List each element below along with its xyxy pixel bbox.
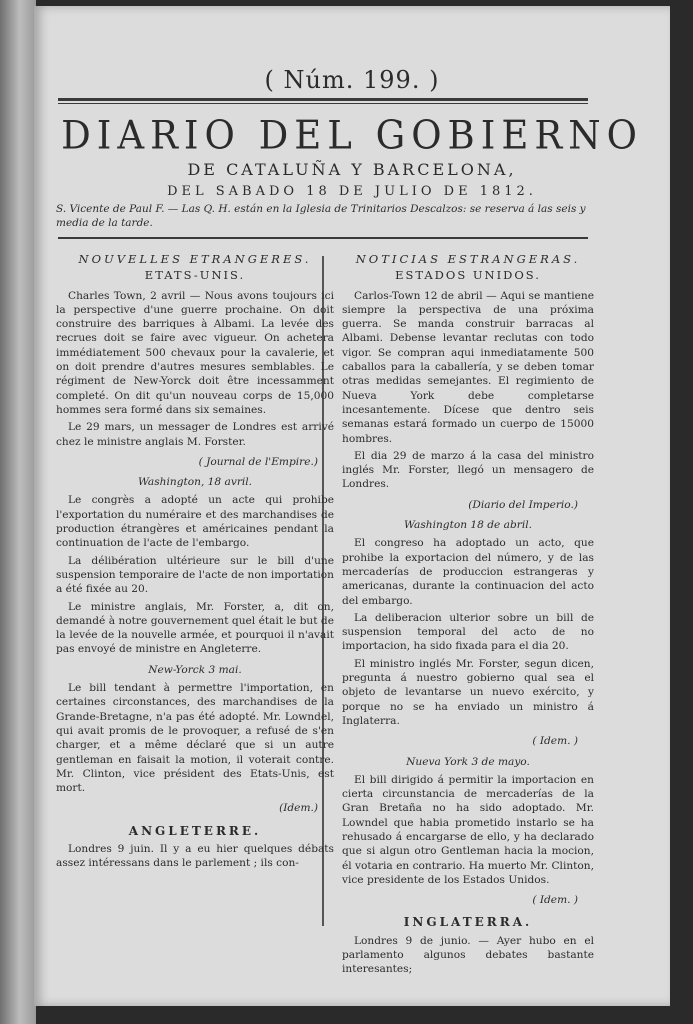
spanish-country: INGLATERRA. xyxy=(403,915,533,930)
masthead-title: DIARIO DEL GOBIERNO xyxy=(61,112,643,159)
spanish-dateline: Washington 18 de abril. xyxy=(404,519,532,532)
french-country: ANGLETERRE. xyxy=(128,823,262,838)
french-column xyxy=(56,252,334,874)
french-paragraph: Londres 9 juin. Il y a eu hier quelques débats assez intéressans dans le parlement ; ils con- xyxy=(56,842,334,870)
french-dateline: New-Yorck 3 mai. xyxy=(148,663,242,676)
masthead-subtitle: DE CATALUÑA Y BARCELONA, xyxy=(187,160,517,179)
french-paragraph: Le congrès a adopté un acte qui prohibe l'exportation du numéraire et des marchandises de production étrangères et américaines pendant la continuation de l'acte de l'embargo. xyxy=(56,494,334,550)
spanish-paragraph: Londres 9 de junio. — Ayer hubo en el parlamento algunos debates bastante interesantes; xyxy=(342,934,594,976)
spanish-paragraph: Carlos-Town 12 de abril — Aqui se mantiene siempre la perspectiva de una próxima guerra. Se manda construir barracas al Albami. Debense levantar reclutas con todo vigor. Se compran aqui inmediatamente 500 caballos para la caballería, y se deben tomar otras medidas semejantes. El regimiento de Nueva York debe completarse incesantemente. Dícese que dentro seis semanas estará formado un cuerpo de 15000 hombres. xyxy=(342,289,594,445)
spanish-column xyxy=(342,252,594,980)
spanish-dateline: Nueva York 3 de mayo. xyxy=(406,755,530,768)
spanish-paragraph: La deliberacion ulterior sobre un bill de suspension temporal del acto de no importacion, ha sido fixada para el dia 20. xyxy=(342,611,594,653)
header-rule-thin xyxy=(58,103,588,104)
spanish-paragraph: El bill dirigido á permitir la importacion en cierta circunstancia de mercaderías de la Gran Bretaña no ha sido adoptado. Mr. Lowndel que habia prometido instarlo se ha rehusado á encargarse de ello, y ha declarado que si algun otro Gentleman hacia la mocion, él votaria en contrario. Ha muerto Mr. Clinton, vice presidente de los Estados Unidos. xyxy=(342,773,594,886)
header-rule-top xyxy=(58,98,588,101)
spanish-paragraph: El dia 29 de marzo á la casa del ministro inglés Mr. Forster, llegó un mensagero de Londres. xyxy=(342,449,594,491)
previous-page-edge xyxy=(0,0,36,1024)
spanish-source: ( Idem. ) xyxy=(532,894,578,907)
spanish-paragraph: El congreso ha adoptado un acto, que prohibe la exportacion del número, y de las mercaderías de produccion estrangeras y americanas, durante la continuacion del acto del embargo. xyxy=(342,537,594,607)
spanish-source: (Diario del Imperio.) xyxy=(468,498,578,511)
french-heading: NOUVELLES ETRANGERES. xyxy=(78,252,312,266)
french-paragraph: Charles Town, 2 avril — Nous avons toujours ici la perspective d'une guerre prochaine. On doit construire des barriques à Albami. La levée des recrues doit se faire avec vigueur. On achetera immédiatement 500 chevaux pour la cavalerie, et on doit prendre d'autres mesures semblables. Le régiment de New-Yorck doit être incessamment completé. On dit qu'un nouveau corps de 15,000 hommes sera formé dans six semaines. xyxy=(56,289,334,416)
french-source: (Idem.) xyxy=(279,802,318,815)
french-paragraph: Le bill tendant à permettre l'importation, en certaines circonstances, des marchandises de la Grande-Bretagne, n'a pas été adopté. Mr. Lowndel, qui avait promis de le provoquer, a refusé de s'en charger, et a même déclaré que si un autre gentleman en faisait la motion, il voterait contre. Mr. Clinton, vice président des Etats-Unis, est mort. xyxy=(56,682,334,795)
french-paragraph: La délibération ultérieure sur le bill d'une suspension temporaire de l'acte de non importation a été fixée au 20. xyxy=(56,554,334,596)
issue-number: ( Núm. 199. ) xyxy=(264,66,440,94)
spanish-heading: NOTICIAS ESTRANGERAS. xyxy=(355,252,581,266)
french-paragraph: Le ministre anglais, Mr. Forster, a, dit on, demandé à notre gouvernement quel était le but de la levée de la nouvelle armée, et pourquoi il n'avait pas envoyé de ministre en Angleterre. xyxy=(56,600,334,656)
spanish-paragraph: El ministro inglés Mr. Forster, segun dicen, pregunta á nuestro gobierno qual sea el objeto de levantarse un nuevo exército, y porque no se ha enviado un ministro á Inglaterra. xyxy=(342,657,594,727)
french-paragraph: Le 29 mars, un messager de Londres est arrivé chez le ministre anglais M. Forster. xyxy=(56,421,334,448)
spanish-subheading: ESTADOS UNIDOS. xyxy=(395,268,541,283)
french-dateline: Washington, 18 avril. xyxy=(137,476,253,489)
issue-date: DEL SABADO 18 DE JULIO DE 1812. xyxy=(167,184,537,199)
spanish-source: ( Idem. ) xyxy=(532,735,578,748)
notice-rule xyxy=(58,237,588,239)
newspaper-page xyxy=(34,6,670,1006)
church-notice: S. Vicente de Paul F. — Las Q. H. están en la Iglesia de Trinitarios Descalzos: se reserva á las seis y media de la tarde. xyxy=(56,203,586,229)
french-source: ( Journal de l'Empire.) xyxy=(198,455,318,468)
french-subheading: ETATS-UNIS. xyxy=(144,268,246,283)
